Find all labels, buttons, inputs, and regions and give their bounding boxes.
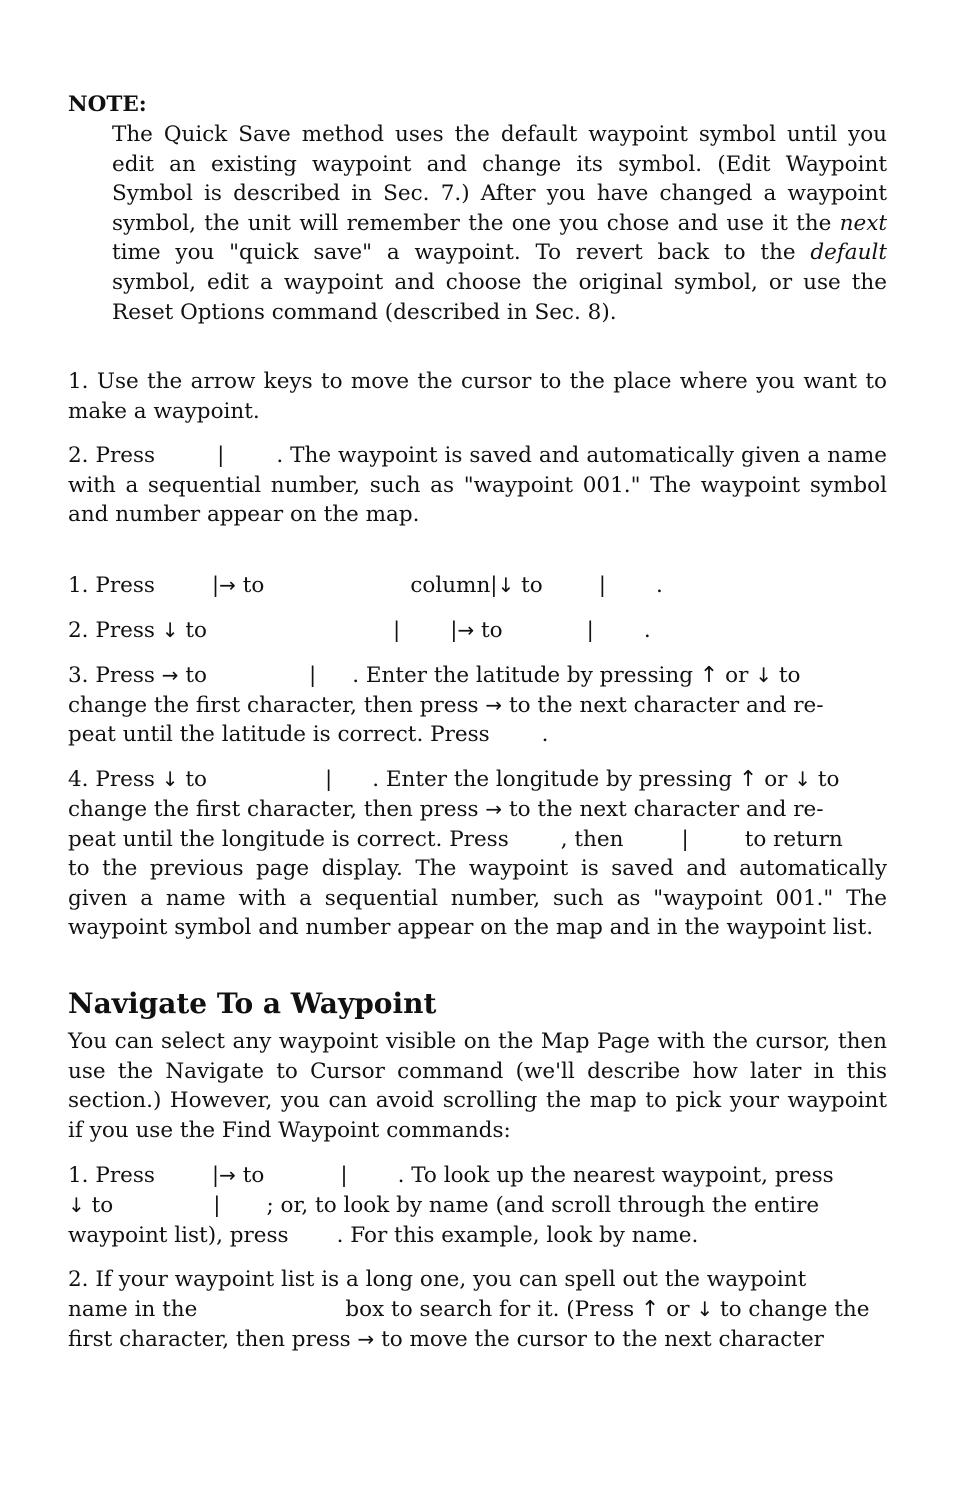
step-text: 1. Press: [68, 573, 155, 598]
navigate-step-1-line-1: [68, 1161, 834, 1191]
enter-step-4-rest: to the previous page display. The waypoint is saved and automatically given a name with a sequential number, such as "waypoint 001." The waypoint symbol and number appear on the map and in the waypoint list.: [68, 856, 887, 941]
step-text: to: [778, 663, 801, 688]
enter-step-3-line-1: [68, 661, 800, 691]
step-text: box to search for it. (Press: [345, 1297, 635, 1322]
step-text: to: [242, 573, 265, 598]
step-text: to: [185, 767, 207, 792]
key-separator: |: [392, 618, 401, 643]
step-text: , then: [560, 827, 624, 852]
down-arrow-icon: ↓: [696, 1297, 714, 1321]
note-text-1: The Quick Save method uses the default waypoint symbol until you edit an existing waypoint and change its symbol. (Edit Waypoint Symbol is described in Sec. 7.) After you have changed a waypoint symbol, the unit will remember the one you chose and use it the: [112, 122, 887, 236]
step-text: 1. Press: [68, 1163, 155, 1188]
enter-step-3-line-3: [68, 720, 549, 750]
right-arrow-icon: →: [457, 618, 475, 642]
step-text: . Enter the longitude by pressing: [372, 767, 733, 792]
step-text: to the next character and re-: [509, 693, 824, 718]
step-text: 2. Press: [68, 443, 156, 468]
key-separator: |: [490, 573, 498, 598]
enter-step-4-line-3: [68, 825, 887, 855]
step-text: 4. Press: [68, 767, 155, 792]
right-arrow-icon: →: [357, 1327, 375, 1351]
right-arrow-icon: →: [161, 663, 179, 687]
right-arrow-icon: →: [485, 797, 503, 821]
up-arrow-icon: ↑: [641, 1297, 660, 1322]
quick-save-step-2: [68, 441, 887, 530]
section-heading: Navigate To a Waypoint: [68, 987, 437, 1020]
step-text: to: [185, 663, 207, 688]
key-separator: |: [308, 663, 317, 688]
note-label: NOTE:: [68, 92, 147, 117]
step-text: . Enter the latitude by pressing: [352, 663, 693, 688]
key-separator: |: [324, 767, 333, 792]
navigate-intro: You can select any waypoint visible on the Map Page with the cursor, then use the Navigate to Cursor command (we'll describe how later in this section.) However, you can avoid scrolling the map to pick your waypoint if you use the Find Waypoint commands:: [68, 1029, 887, 1143]
navigate-step-2-line-2: [68, 1295, 870, 1325]
key-separator: |: [211, 1163, 220, 1188]
step-text: to: [481, 618, 503, 643]
key-separator: |: [340, 1163, 348, 1188]
step-text: or: [666, 1297, 690, 1322]
navigate-step-2-line-3: [68, 1325, 824, 1355]
right-arrow-icon: →: [219, 1163, 236, 1187]
enter-step-4-line-2: [68, 795, 824, 825]
key-separator: |: [586, 618, 594, 643]
key-separator: |: [598, 573, 606, 598]
note-paragraph: [112, 120, 887, 327]
up-arrow-icon: ↑: [699, 663, 719, 688]
step-text: .: [643, 618, 651, 643]
step-text: .: [541, 722, 549, 747]
step-text: column: [410, 573, 491, 598]
step-text: change the first character, then press: [68, 693, 479, 718]
step-text: first character, then press: [68, 1327, 351, 1352]
down-arrow-icon: ↓: [794, 767, 812, 791]
navigate-step-1-line-2: [68, 1191, 819, 1221]
step-text: to: [185, 618, 207, 643]
step-text: to: [91, 1193, 114, 1218]
step-text: ; or, to look by name (and scroll through the entire: [266, 1193, 820, 1218]
key-separator: |: [217, 443, 225, 468]
right-arrow-icon: →: [219, 573, 236, 597]
navigate-step-2-line-1: 2. If your waypoint list is a long one, you can spell out the waypoint: [68, 1267, 807, 1292]
step-text: 3. Press: [68, 663, 155, 688]
enter-step-3-line-2: [68, 691, 824, 721]
step-text: waypoint list), press: [68, 1223, 289, 1248]
up-arrow-icon: ↑: [738, 767, 758, 792]
key-separator: |: [213, 1193, 221, 1218]
step-text: change the first character, then press: [68, 797, 479, 822]
step-text: peat until the latitude is correct. Press: [68, 722, 490, 747]
note-text-2: time you "quick save" a waypoint. To revert back to the: [112, 240, 811, 266]
step-text: name in the: [68, 1297, 198, 1322]
quick-save-step-1: 1. Use the arrow keys to move the cursor to the place where you want to make a waypoint.: [68, 369, 887, 424]
step-text: 2. Press: [68, 618, 155, 643]
step-text: .: [656, 573, 663, 598]
step-text: . The waypoint is saved and automatically given a name with a sequential number, such as "waypoint 001." The waypoint symbol and number appear on the map.: [68, 443, 887, 528]
note-emphasis-default: default: [810, 240, 887, 266]
down-arrow-icon: ↓: [161, 767, 179, 791]
step-text: to: [242, 1163, 265, 1188]
step-text: to move the cursor to the next character: [381, 1327, 824, 1352]
key-separator: |: [681, 827, 689, 852]
step-text: or: [764, 767, 788, 792]
key-separator: |: [450, 618, 458, 643]
step-text: peat until the longitude is correct. Press: [68, 827, 509, 852]
down-arrow-icon: ↓: [497, 573, 515, 597]
step-text: or: [725, 663, 749, 688]
enter-step-4-line-1: [68, 765, 840, 795]
step-text: to the next character and re-: [509, 797, 824, 822]
step-text: to: [521, 573, 543, 598]
note-text-3: symbol, edit a waypoint and choose the original symbol, or use the Reset Options command (described in Sec. 8).: [112, 269, 887, 325]
step-text: to change the: [719, 1297, 870, 1322]
down-arrow-icon: ↓: [68, 1193, 85, 1217]
navigate-step-1-line-3: [68, 1221, 698, 1251]
step-text: . For this example, look by name.: [336, 1223, 699, 1248]
key-separator: |: [211, 573, 220, 598]
down-arrow-icon: ↓: [755, 663, 772, 687]
step-text: . To look up the nearest waypoint, press: [397, 1163, 834, 1188]
note-emphasis-next: next: [839, 210, 887, 236]
enter-step-2: [68, 616, 651, 646]
right-arrow-icon: →: [485, 693, 503, 717]
enter-step-1: [68, 571, 663, 601]
step-text: to: [817, 767, 840, 792]
step-text: to return: [744, 827, 843, 852]
down-arrow-icon: ↓: [161, 618, 179, 642]
